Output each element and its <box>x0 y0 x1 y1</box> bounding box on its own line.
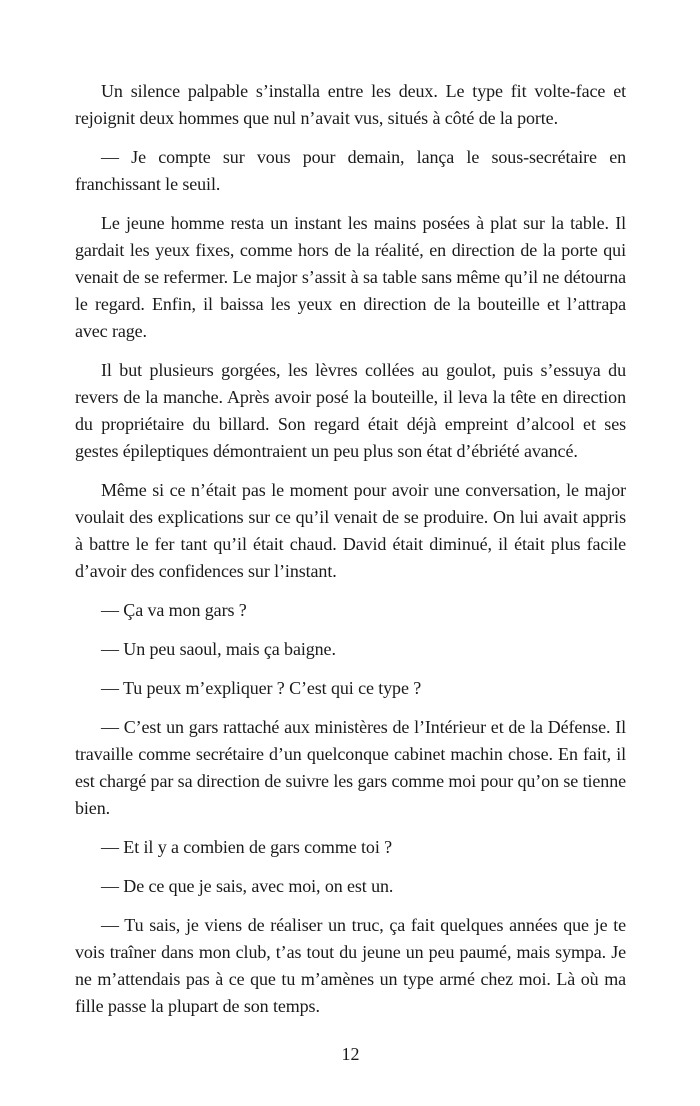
paragraph: — C’est un gars rattaché aux ministères de l’Intérieur et de la Défense. Il travaille comme secrétaire d’un quelconque cabinet machin chose. En fait, il est chargé par sa direction de suivre les gars comme moi pour qu’on se tienne bien. <box>75 717 626 818</box>
page-number: 12 <box>341 1044 360 1064</box>
paragraph: — Tu peux m’expliquer ? C’est qui ce type ? <box>101 678 422 698</box>
paragraph: Même si ce n’était pas le moment pour avoir une conversation, le major voulait des explications sur ce qu’il venait de se produire. On lui avait appris à battre le fer tant qu’il était chaud. David était diminué, il était plus facile d’avoir des confidences sur l’instant. <box>75 480 626 581</box>
paragraph: Le jeune homme resta un instant les mains posées à plat sur la table. Il gardait les yeux fixes, comme hors de la réalité, en direction de la porte qui venait de se refermer. Le major s’assit à sa table sans même qu’il ne détourna le regard. Enfin, il baissa les yeux en direction de la bouteille et l’attrapa avec rage. <box>75 213 626 341</box>
paragraph: Un silence palpable s’installa entre les deux. Le type fit volte-face et rejoignit deux hommes que nul n’avait vus, situés à côté de la porte. <box>75 81 626 128</box>
paragraph: — Tu sais, je viens de réaliser un truc, ça fait quelques années que je te vois traîner dans mon club, t’as tout du jeune un peu paumé, mais sympa. Je ne m’attendais pas à ce que tu m’amènes un type armé chez moi. Là où ma fille passe la plupart de son temps. <box>75 915 626 1016</box>
paragraph: Il but plusieurs gorgées, les lèvres collées au goulot, puis s’essuya du revers de la manche. Après avoir posé la bouteille, il leva la tête en direction du propriétaire du billard. Son regard était déjà empreint d’alcool et ses gestes épileptiques démontraient un peu plus son état d’ébriété avancé. <box>75 360 626 461</box>
page-body <box>75 78 626 1020</box>
paragraph: — Je compte sur vous pour demain, lança le sous-secrétaire en franchissant le seuil. <box>75 147 626 194</box>
paragraph: — Ça va mon gars ? <box>101 600 247 620</box>
paragraph: — De ce que je sais, avec moi, on est un. <box>101 876 394 896</box>
paragraph: — Un peu saoul, mais ça baigne. <box>101 639 336 659</box>
paragraph: — Et il y a combien de gars comme toi ? <box>101 837 393 857</box>
